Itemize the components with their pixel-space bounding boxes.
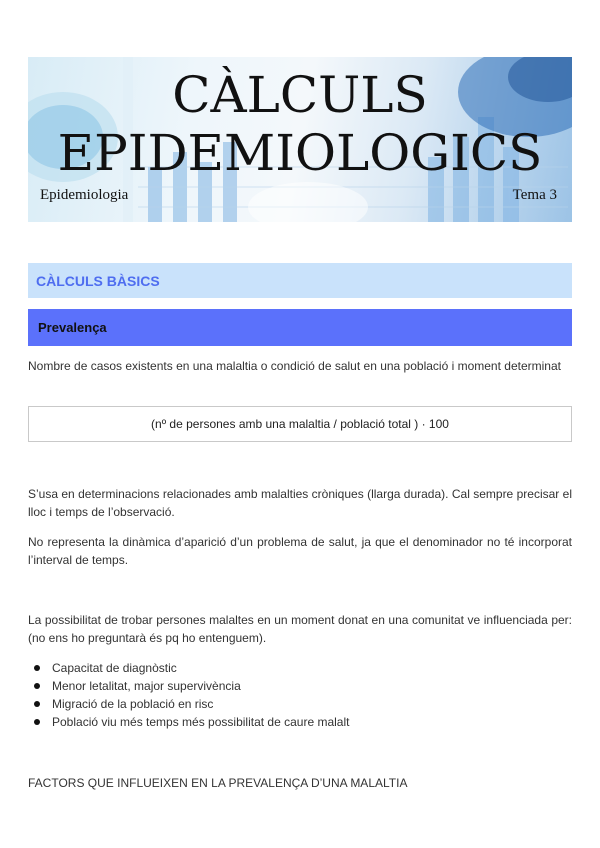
dynamics-paragraph: No representa la dinàmica d’aparició d’un problema de salut, ja que el denominador no té incorporat l’interval de temps. — [28, 535, 572, 567]
prevalence-heading: Prevalença — [28, 309, 572, 346]
section-title: CÀLCULS BÀSICS — [28, 263, 572, 298]
list-item-text: Migració de la població en risc — [52, 697, 214, 711]
list-item — [34, 695, 349, 713]
banner-title-line1: CÀLCULS — [172, 66, 428, 124]
prevalence-formula: (nº de persones amb una malaltia / població total ) · 100 — [151, 417, 449, 431]
list-item-text: Menor letalitat, major supervivència — [52, 679, 241, 693]
list-item — [34, 659, 349, 677]
list-item — [34, 677, 349, 695]
list-item-text: Població viu més temps més possibilitat de caure malalt — [52, 715, 350, 729]
banner-topic: Tema 3 — [512, 187, 557, 203]
bullet-dot-icon — [34, 719, 40, 725]
banner-title-line2: EPIDEMIOLOGICS — [57, 124, 543, 182]
bullet-dot-icon — [34, 701, 40, 707]
factors-list — [34, 659, 349, 731]
prevalence-formula-box — [28, 406, 572, 442]
factors-heading: FACTORS QUE INFLUEIXEN EN LA PREVALENÇA D’UNA MALALTIA — [28, 776, 408, 790]
list-item — [34, 713, 349, 731]
prevalence-definition: Nombre de casos existents en una malaltia o condició de salut en una població i moment determinat — [28, 359, 561, 373]
bullet-dot-icon — [34, 683, 40, 689]
bullet-dot-icon — [34, 665, 40, 671]
header-banner — [28, 57, 572, 222]
influence-paragraph: La possibilitat de trobar persones malaltes en un moment donat en una comunitat ve influenciada per: (no ens ho preguntarà és pq ho entenguem). — [28, 613, 572, 645]
banner-subject: Epidemiologia — [40, 187, 129, 203]
usage-paragraph: S’usa en determinacions relacionades amb malalties cròniques (llarga durada). Cal sempre precisar el lloc i temps de l’observació. — [28, 487, 572, 519]
list-item-text: Capacitat de diagnòstic — [52, 661, 177, 675]
